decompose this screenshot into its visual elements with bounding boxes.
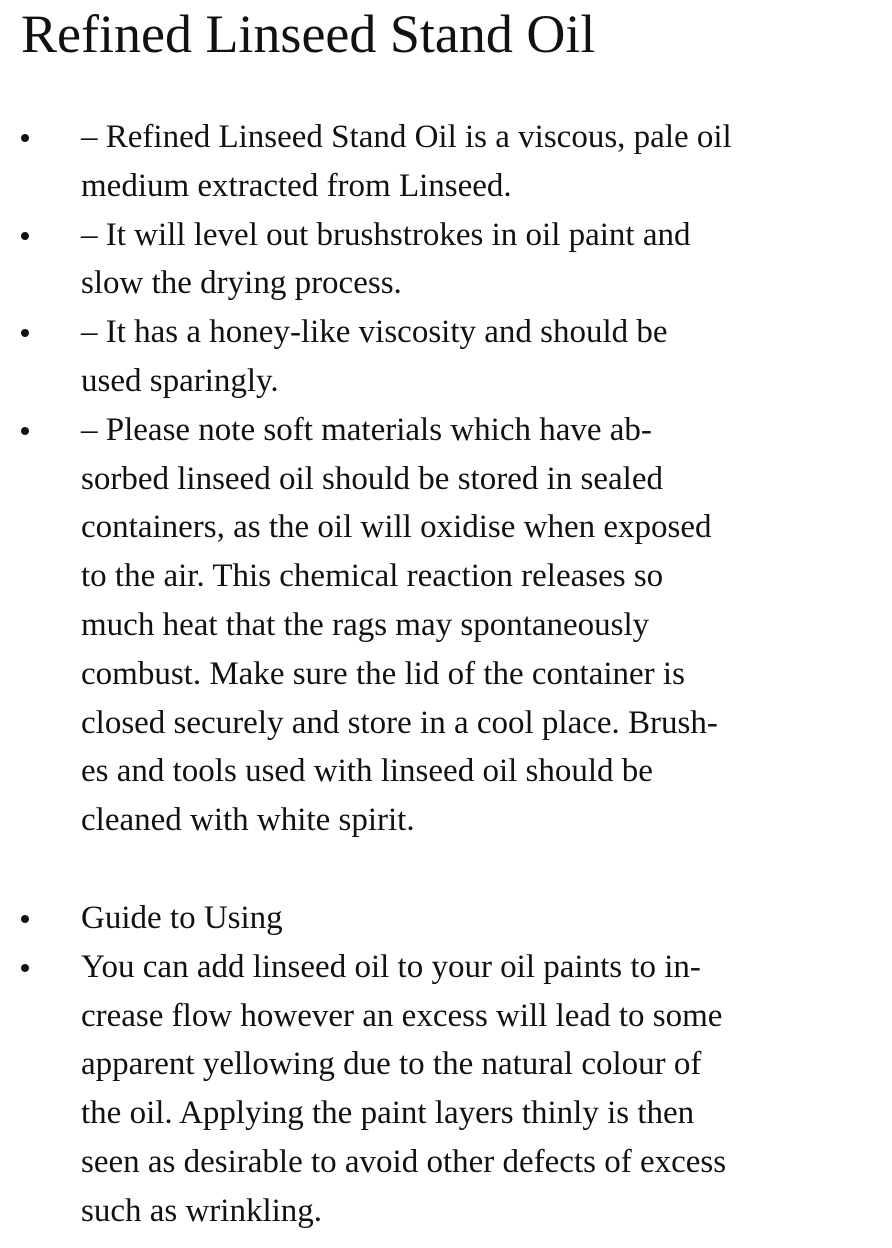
- text-line: used sparingly.: [81, 362, 279, 399]
- text-line: You can add linseed oil to your oil paints to in-: [81, 948, 701, 985]
- bullet-dot: [21, 134, 29, 142]
- text-line: slow the drying process.: [81, 265, 402, 302]
- text-line: sorbed linseed oil should be stored in sealed: [81, 460, 663, 497]
- text-line: much heat that the rags may spontaneously: [81, 606, 650, 643]
- text-line: es and tools used with linseed oil should be: [81, 753, 653, 790]
- text-line: to the air. This chemical reaction releases so: [81, 558, 664, 595]
- text-line: the oil. Applying the paint layers thinly is then: [81, 1095, 695, 1132]
- text-line: – It will level out brushstrokes in oil paint and: [81, 216, 691, 253]
- text-line: – It has a honey-like viscosity and should be: [81, 314, 668, 351]
- page-title: Refined Linseed Stand Oil: [21, 4, 596, 64]
- list-item-description: [0, 113, 892, 211]
- text-line: closed securely and store in a cool place. Brush-: [81, 704, 718, 741]
- text-line: combust. Make sure the lid of the container is: [81, 655, 685, 692]
- text-line: Guide to Using: [81, 899, 283, 936]
- text-line: crease flow however an excess will lead to some: [81, 997, 723, 1034]
- bullet-dot: [21, 964, 29, 972]
- list-item-safety-note: [0, 406, 892, 845]
- list-item-usage: [0, 943, 892, 1236]
- list-item-viscosity: [0, 308, 892, 406]
- list-item-guide-heading: [0, 894, 892, 943]
- bullet-list: [0, 113, 892, 1236]
- bullet-dot: [21, 427, 29, 435]
- text-line: such as wrinkling.: [81, 1192, 323, 1229]
- bullet-dot: [21, 915, 29, 923]
- text-line: seen as desirable to avoid other defects of excess: [81, 1143, 727, 1180]
- text-line: apparent yellowing due to the natural colour of: [81, 1046, 702, 1083]
- text-line: – Refined Linseed Stand Oil is a viscous, pale oil: [81, 119, 732, 155]
- bullet-dot: [21, 329, 29, 337]
- bullet-dot: [21, 232, 29, 240]
- text-line: containers, as the oil will oxidise when exposed: [81, 509, 712, 546]
- text-line: – Please note soft materials which have ab-: [81, 411, 652, 448]
- text-line: medium extracted from Linseed.: [81, 167, 512, 204]
- list-item-brushstrokes: [0, 211, 892, 309]
- text-line: cleaned with white spirit.: [81, 802, 415, 839]
